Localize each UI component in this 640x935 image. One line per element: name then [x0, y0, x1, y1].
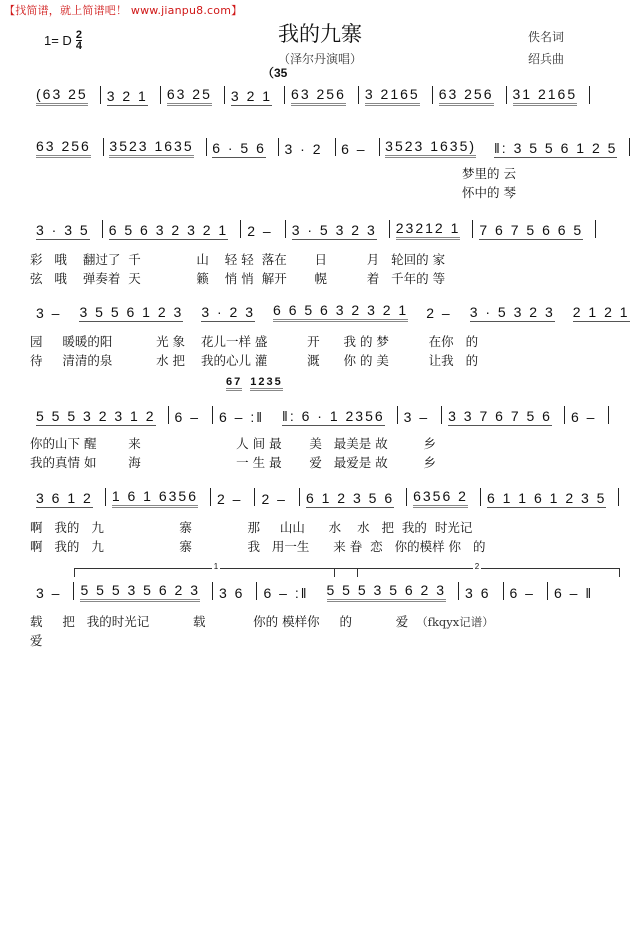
note-group: 6 – :‖ [219, 409, 265, 425]
measure [161, 86, 224, 106]
measure [379, 138, 488, 158]
note-group: 2 1 2 1 [572, 304, 630, 320]
first-ending-label: 1 [213, 562, 219, 571]
note-group: 3 · 2 3 [201, 304, 256, 320]
measure [321, 582, 459, 602]
second-ending-bracket [334, 562, 620, 577]
note-group: 3 6 [465, 585, 491, 601]
measure [335, 141, 378, 158]
measure [211, 491, 254, 508]
measure [488, 140, 629, 158]
notes-row [30, 404, 630, 426]
first-ending-bracket [74, 562, 358, 577]
lyrics-verse-1: 啊 我的 九 寨 那 山山 水 水 把 我的 时光记 [30, 520, 473, 535]
note-group: 31 2165 [513, 86, 578, 106]
lyrics-verse-1: 彩 哦 翻过了 千 山 轻 轻 落在 日 月 轮回的 家 [30, 252, 446, 267]
notes-row [30, 486, 630, 508]
notes-row [30, 300, 630, 322]
note-group: 6 – ‖ [553, 585, 594, 601]
measure [390, 220, 473, 240]
measure [30, 585, 73, 602]
lyrics-verse-1 [30, 612, 630, 630]
note-group: 6 – :‖ [263, 585, 309, 601]
note-group: 6 6 5 6 3 2 3 2 1 [273, 302, 408, 322]
system-7 [30, 562, 630, 649]
measure [398, 409, 441, 426]
note-group: 3 – [36, 305, 62, 321]
measure [276, 408, 397, 426]
measure [74, 582, 212, 602]
system-5 [30, 376, 630, 471]
measure [30, 138, 103, 158]
lyrics-verse-2: 我的真情 如 海 一 生 最 爱 最爱是 故 乡 [30, 455, 437, 470]
measure [213, 585, 256, 602]
lyrics-verse-1: 梦里的 云 [462, 166, 516, 181]
measure [359, 86, 432, 106]
time-signature-bottom: 4 [75, 40, 82, 52]
lyrics-text: 载 把 我的时光记 载 你的 模样你 的 爱 [30, 614, 409, 629]
note-group: 6 – [341, 141, 367, 157]
lyrics-verse-2: 待 清清的泉 水 把 我的心儿 灌 溉 你 的 美 让我 的 [30, 353, 479, 368]
measure [101, 88, 160, 106]
note-group: 3 5 5 6 1 2 3 [79, 304, 184, 320]
measure [267, 302, 420, 322]
note-group: 6 · 5 6 [212, 140, 266, 156]
note-group: 6 – [570, 409, 597, 425]
measure [279, 141, 335, 158]
measure [481, 490, 619, 508]
note-group: 63 256 [36, 138, 91, 158]
lyrics-verse-1: 你的山下 醒 来 人 间 最 美 最美是 故 乡 [30, 436, 437, 451]
system-3 [30, 218, 630, 287]
note-group: 3 – [36, 585, 62, 601]
measure [106, 488, 210, 508]
lyricist-credit: 佚名词 [528, 30, 565, 44]
lyrics-verse-2: 啊 我的 九 寨 我 用一生 来 眷 恋 你的模样 你 的 [30, 539, 486, 554]
measure [30, 305, 73, 322]
measure [241, 223, 284, 240]
measure [286, 222, 389, 240]
time-signature-top: 2 [75, 29, 82, 41]
note-group: 2 – [217, 491, 243, 507]
measure [30, 490, 105, 508]
composer-credit: 绍兵曲 [528, 52, 565, 66]
system-1 [30, 84, 630, 106]
measure [459, 585, 502, 602]
note-group: 6 1 1 6 1 2 3 5 [486, 490, 607, 506]
note-group: 3 2165 [365, 86, 420, 106]
measure [285, 86, 358, 106]
lyrics-verse-2: 弦 哦 弹奏着 天 籁 悄 悄 解开 幌 着 千年的 等 [30, 271, 446, 286]
barline [589, 86, 590, 104]
note-group: 6 – [509, 585, 535, 601]
note-group: 7 6 7 5 6 6 5 [479, 222, 584, 238]
note-group: 3 · 5 3 2 3 [291, 222, 377, 238]
note-group: 6 – [174, 409, 200, 425]
barline [629, 138, 630, 156]
note-group: 2 – [247, 223, 273, 239]
measure [442, 408, 564, 426]
note-group: 3 2 1 [106, 88, 148, 104]
measure [420, 305, 463, 322]
note-group: 1 6 1 6356 [112, 488, 198, 508]
note-group: 3 6 [219, 585, 245, 601]
note-group: 3 · 2 [284, 141, 323, 157]
barline [595, 220, 596, 238]
note-group: 3 · 5 3 2 3 [469, 304, 555, 320]
measure [169, 409, 212, 426]
song-title: 我的九寨 [278, 22, 362, 46]
note-group: 63 25 [167, 86, 212, 106]
second-ending-label: 2 [474, 562, 480, 571]
barline [618, 488, 619, 506]
note-group: 63 256 [439, 86, 494, 106]
measure [504, 585, 547, 602]
lyrics-verse-2: 怀中的 琴 [462, 185, 516, 200]
measure [300, 490, 406, 508]
barline [608, 406, 609, 424]
note-group: 2 – [426, 305, 452, 321]
lyrics-verse-2: 爱 [30, 633, 43, 648]
pickup-notes: （35 [262, 66, 288, 80]
notes-row [30, 218, 630, 240]
grace-note-group: 1235 [250, 376, 282, 391]
note-group: ‖: 3 5 5 6 1 2 5 [494, 140, 618, 156]
measure [103, 138, 205, 158]
measure [213, 409, 276, 426]
note-group: 63 256 [291, 86, 346, 106]
grace-note-group: 67 [226, 376, 242, 391]
measure [507, 86, 590, 106]
measure [73, 304, 195, 322]
measure [567, 304, 640, 322]
note-group: ‖: 6 · 1 2356 [282, 408, 385, 424]
measure [206, 140, 278, 158]
note-group: 3 3 7 6 7 5 6 [448, 408, 552, 424]
note-group: 5 5 5 3 5 6 2 3 [327, 582, 447, 602]
notes-row [30, 136, 630, 158]
measure [103, 222, 241, 240]
note-group: 6 5 6 3 2 3 2 1 [108, 222, 229, 238]
note-group: 3 – [403, 409, 430, 425]
note-group: 3 6 1 2 [36, 490, 93, 506]
measure [433, 86, 506, 106]
site-banner[interactable]: 【找简谱，就上简谱吧！ www.jianpu8.com】 [4, 4, 243, 17]
note-group: 23212 1 [396, 220, 461, 240]
song-subtitle: （泽尔丹演唱） [277, 52, 362, 66]
system-4 [30, 300, 630, 369]
grace-notes [226, 376, 291, 388]
key-label: 1= D [44, 33, 72, 48]
measure [464, 304, 567, 322]
measure [30, 222, 102, 240]
system-2 [30, 136, 630, 201]
note-group: 6 1 2 3 5 6 [305, 490, 395, 506]
measure [30, 408, 168, 426]
note-group: 5 5 5 3 2 3 1 2 [36, 408, 156, 424]
measure [225, 88, 284, 106]
note-group: (63 25 [36, 86, 88, 106]
notes-row [30, 580, 630, 602]
transcriber-credit: （fkqyx记谱） [416, 615, 494, 629]
note-group: 3523 1635) [385, 138, 476, 158]
note-group: 2 – [261, 491, 287, 507]
measure [30, 86, 100, 106]
note-group: 3 · 3 5 [36, 222, 90, 238]
system-6 [30, 486, 630, 555]
note-group: 5 5 5 3 5 6 2 3 [80, 582, 200, 602]
note-group: 3523 1635 [109, 138, 193, 158]
notes-row [30, 84, 630, 106]
measure [255, 491, 298, 508]
measure [565, 409, 608, 426]
measure [548, 585, 605, 602]
measure [473, 222, 595, 240]
note-group: 6356 2 [413, 488, 468, 508]
note-group: 3 2 1 [230, 88, 273, 104]
measure [257, 585, 320, 602]
lyrics-verse-1: 园 暖暖的阳 光 象 花儿一样 盛 开 我 的 梦 在你 的 [30, 334, 479, 349]
measure [195, 304, 267, 322]
measure [407, 488, 480, 508]
